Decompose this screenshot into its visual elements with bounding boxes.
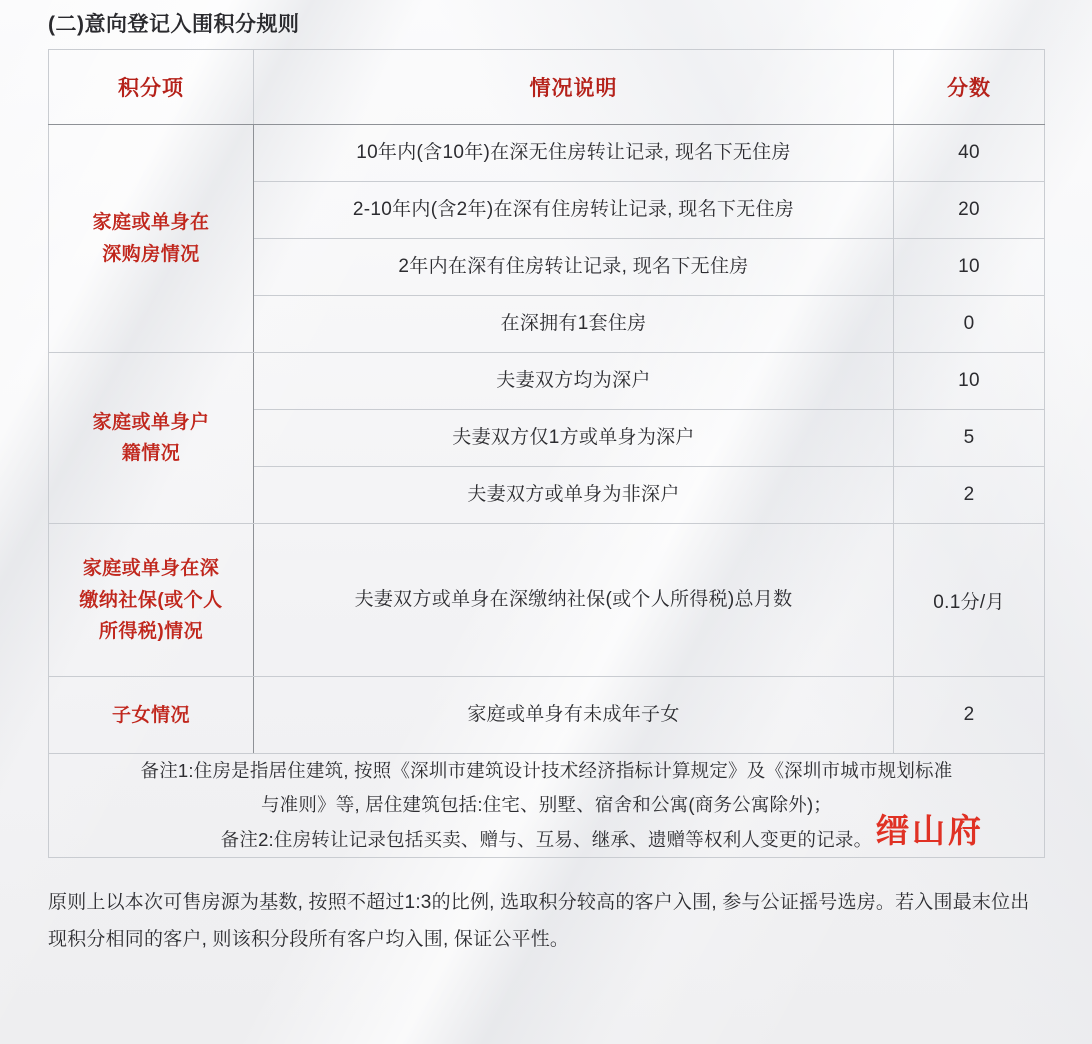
notes-cell	[49, 754, 1045, 858]
table-header-row	[49, 50, 1045, 125]
table-row	[49, 125, 1045, 182]
row-score: 40	[894, 125, 1045, 182]
group-label-line: 缴纳社保(或个人	[79, 589, 223, 611]
group-label-social-insurance	[49, 524, 254, 677]
column-header-score: 分数	[894, 50, 1045, 125]
row-description: 10年内(含10年)在深无住房转让记录, 现名下无住房	[254, 125, 894, 182]
scoring-rules-table	[48, 49, 1045, 858]
group-label-line: 深购房情况	[102, 243, 200, 265]
row-score: 10	[894, 239, 1045, 296]
row-score: 0.1分/月	[894, 524, 1045, 677]
row-description: 2年内在深有住房转让记录, 现名下无住房	[254, 239, 894, 296]
table-notes-row	[49, 754, 1045, 858]
group-label-line: 所得税)情况	[98, 620, 204, 642]
group-label-line: 家庭或单身在	[92, 212, 210, 234]
row-score: 2	[894, 677, 1045, 754]
row-score: 0	[894, 296, 1045, 353]
note-line-3: 备注2:住房转让记录包括买卖、赠与、互易、继承、遗赠等权利人变更的记录。	[220, 828, 873, 850]
group-label-line: 家庭或单身在深	[82, 558, 220, 580]
table-row	[49, 677, 1045, 754]
row-description: 2-10年内(含2年)在深有住房转让记录, 现名下无住房	[254, 182, 894, 239]
row-description: 夫妻双方仅1方或单身为深户	[254, 410, 894, 467]
row-description: 夫妻双方均为深户	[254, 353, 894, 410]
note-line-1: 备注1:住房是指居住建筑, 按照《深圳市建筑设计技术经济指标计算规定》及《深圳市城市规划标准	[140, 760, 953, 782]
page-title: (二)意向登记入围积分规则	[48, 13, 300, 36]
row-score: 20	[894, 182, 1045, 239]
row-description: 夫妻双方或单身为非深户	[254, 467, 894, 524]
table-row	[49, 353, 1045, 410]
group-label-purchase	[49, 125, 254, 353]
note-line-2: 与准则》等, 居住建筑包括:住宅、别墅、宿舍和公寓(商务公寓除外)；	[260, 794, 833, 816]
row-description: 夫妻双方或单身在深缴纳社保(或个人所得税)总月数	[254, 524, 894, 677]
column-header-item: 积分项	[49, 50, 254, 125]
row-score: 10	[894, 353, 1045, 410]
row-score: 2	[894, 467, 1045, 524]
group-label-children	[49, 677, 254, 754]
column-header-description: 情况说明	[254, 50, 894, 125]
row-description: 家庭或单身有未成年子女	[254, 677, 894, 754]
closing-paragraph: 原则上以本次可售房源为基数, 按照不超过1:3的比例, 选取积分较高的客户入围, 参与公证摇号选房。若入围最末位出现积分相同的客户, 则该积分段所有客户均入围, 保证公平性。	[48, 891, 1030, 950]
developer-watermark: 缙山府	[876, 810, 984, 850]
group-label-line: 家庭或单身户	[92, 411, 210, 433]
group-label-line: 子女情况	[111, 704, 190, 726]
group-label-household	[49, 353, 254, 524]
table-row	[49, 524, 1045, 677]
row-description: 在深拥有1套住房	[254, 296, 894, 353]
group-label-line: 籍情况	[121, 443, 181, 465]
row-score: 5	[894, 410, 1045, 467]
